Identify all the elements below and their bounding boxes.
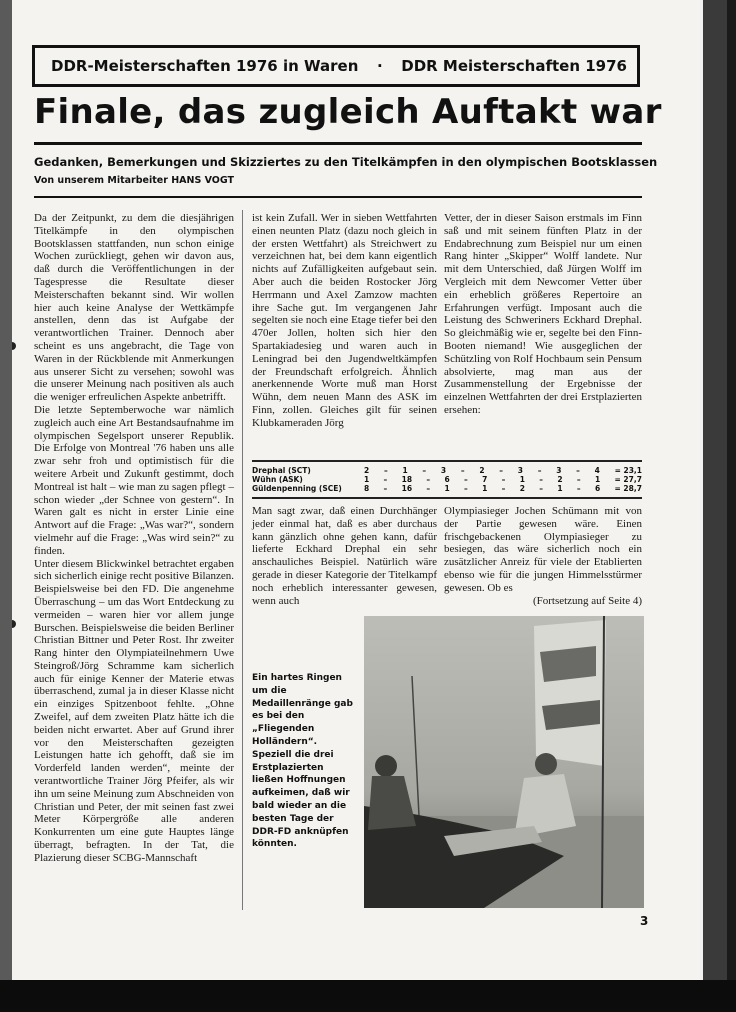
score: 16 (401, 484, 413, 493)
score-sep: – (383, 484, 388, 493)
column-3-lower (444, 505, 642, 607)
column-2 (252, 212, 437, 430)
results-table (252, 466, 642, 493)
paragraph: Olympiasieger Jochen Schümann mit von der Partie gewesen wäre. Einen frischgebackenen Olympiasieger zu besiegen, das wäre sicherlich noch ein zusätzlicher Anreiz für viele der Etablierten ebenso wie für die jungen Himmelsstürmer gewesen. Ob es (444, 505, 642, 594)
title-rule (34, 142, 642, 145)
sailing-photo (364, 616, 644, 908)
article-subtitle: Gedanken, Bemerkungen und Skizziertes zu den Titelkämpfen in den olympischen Bootsklassen (34, 155, 658, 169)
score-sep: – (464, 484, 468, 493)
photo-caption: Ein hartes Ringen um die Medaillenränge gab es bei den „Fliegenden Holländern“. Speziell die drei Erstplazierten ließen Hoffnungen aufkeimen, daß wir bald wieder an die besten Tage der DDR-FD anknüpfen könnten. (252, 673, 353, 850)
column-divider (242, 210, 243, 910)
score: 2 (479, 466, 485, 475)
header-banner (32, 45, 640, 87)
total-score: = 23,1 (614, 466, 642, 475)
score: 4 (594, 466, 600, 475)
score: 3 (517, 466, 523, 475)
scan-background (0, 980, 736, 1012)
continuation-note: (Fortsetzung auf Seite 4) (532, 594, 642, 607)
score: 6 (594, 484, 601, 493)
score: 1 (364, 475, 370, 484)
punch-hole (12, 620, 16, 628)
column-1 (34, 212, 234, 865)
banner-separator: · (376, 57, 383, 75)
score-sep: – (426, 475, 431, 484)
results-row (252, 484, 642, 493)
score: 1 (557, 484, 563, 493)
sailor-name: Güldenpenning (SCE) (252, 484, 342, 493)
score: 3 (556, 466, 562, 475)
score: 1 (482, 484, 488, 493)
score: 1 (519, 475, 525, 484)
paragraph: Da der Zeitpunkt, zu dem die diesjährigen Titelkämpfe in den olympischen Bootsklassen stattfanden, nun schon einige Wochen zurückliegt, gehen wir davon aus, daß durch die Veröffentlichungen in der Tagespresse die Resultate dieser Meisterschaften bekannt sind. Wir wollen hier auch keine Analyse der Wettkämpfe anstellen, denn das ist Aufgabe der verantwortlichen Trainer. Dennoch aber scheint es uns angebracht, die Tage von Waren in der Rückblende mit Anmerkungen aus unserer Sicht zu versehen; sowohl was die unserer Meinung nach positiven als auch die weniger erfreulichen Aspekte anbetrifft. (34, 212, 234, 404)
total-score: = 28,7 (614, 484, 642, 493)
score: 2 (557, 475, 563, 484)
score: 2 (519, 484, 525, 493)
banner-right-text: DDR Meisterschaften 1976 (401, 57, 627, 75)
results-bottom-rule (252, 497, 642, 499)
total-score: = 27,7 (614, 475, 642, 484)
score: 3 (440, 466, 447, 475)
paragraph: Die letzte Septemberwoche war nämlich zugleich auch eine Art Bestandsaufnahme im olympischen Segelsport unserer Republik. Die Erfolge von Montreal '76 haben uns alle zwar sehr froh und optimistisch für die weitere Arbeit und Zukunft gestimmt, doch Montreal ist halt – wie man zu sagen pflegt – schon wieder „der Schnee von gestern“. In Waren galt es nicht in erster Linie eine Antwort auf die Frage: „Was war?“, sondern vielmehr auf die Frage: „Was wird sein?“ zu finden. (34, 403, 234, 557)
page-number: 3 (640, 914, 649, 928)
column-2-lower (252, 505, 437, 607)
score-sep: – (501, 484, 506, 493)
results-row (252, 475, 642, 484)
byline-rule (34, 196, 642, 198)
score: 1 (444, 484, 450, 493)
score-sep: – (383, 466, 388, 475)
page-right-edge (700, 0, 727, 980)
column-3 (444, 212, 642, 417)
score: 8 (364, 484, 370, 493)
photo-image (364, 616, 644, 908)
score: 18 (401, 475, 413, 484)
paragraph: Man sagt zwar, daß einen Durchhänger jeder einmal hat, daß es aber durchaus kann gänzlich ohne gehen kann, dafür lieferte Eckhard Drephal ein sehr anschauliches Beispiel. Natürlich wäre gerade in dieser Kategorie der Titelkampf noch erheblich interessanter gewesen, wenn auch (252, 505, 437, 607)
score: 6 (444, 475, 450, 484)
score-sep: – (501, 475, 506, 484)
sailor-name: Drephal (SCT) (252, 466, 311, 475)
score-sep: – (539, 475, 544, 484)
score-sep: – (499, 466, 504, 475)
score-sep: – (422, 466, 427, 475)
score-sep: – (576, 475, 581, 484)
score-sep: – (426, 484, 431, 493)
article-byline: Von unserem Mitarbeiter HANS VOGT (34, 175, 234, 186)
score-sep: – (576, 466, 580, 475)
punch-hole (12, 342, 16, 350)
score: 1 (594, 475, 601, 484)
score-sep: – (576, 484, 581, 493)
paragraph: ist kein Zufall. Wer in sieben Wettfahrten einen neunten Platz (dazu noch gleich in der ersten Wettfahrt) als Streichwert zu verzeichnen hat, bei dem kann eigentlich nichts auf Zufälligkeiten aufgebaut sein. Aber auch die beiden Rostocker Jörg Herrmann und Axel Zamzow machten ihre Sache gut. Im vergangenen Jahr segelten sie noch eine Etage tiefer bei den 470er Jollen, holten sich hier den Spartakiadesieg und waren auch in Leningrad bei den Jugendweltkämpfen der Freundschaft erfolgreich. Ähnlich anerkennende Worte muß man Horst Wühn, dem neuen Mann des ASK im Finn, zollen. Gleiches gilt für seinen Klubkameraden Jörg (252, 212, 437, 429)
score: 1 (402, 466, 408, 475)
score: 2 (364, 466, 370, 475)
results-row (252, 466, 642, 475)
score-sep: – (460, 466, 465, 475)
score: 7 (482, 475, 488, 484)
paragraph: Unter diesem Blickwinkel betrachtet ergaben sich sicherlich einige recht positive Bilanzen. Beispielsweise bei den FD. Die angenehme Überraschung – um das Wort Entdeckung zu vermeiden – waren hier vor allem junge Burschen. Beispielsweise die beiden Berliner Christian Bittner und Peter Rost. Ihr zweiter Rang hinter den Olympiateilnehmern Uwe Steingroß/Jörg Schramme kam sicherlich auch für einige Kenner der Materie etwas überraschend, zumal ja in dieser Klasse nicht ein einziges Spitzenboot fehlte. „Ohne Zweifel, auf dem zweiten Platz hätte ich die beiden nicht erwartet. Aber auf Grund ihrer vor den Meisterschaften gezeigten Leistungen hatte ich gehofft, daß sie im Vorderfeld landen werden“, meinte der verantwortliche Trainer Jörg Pfeifer, als wir ihn um seine Meinung zum Abschneiden von Christian und Peter, der mit seinen fast zwei Meter Körpergröße alle anderen Konkurrenten um eine gute Hauptes länge überragt, befragten. In der Tat, die Plazierung dieser SCBG-Mannschaft (34, 557, 234, 864)
score-sep: – (537, 466, 542, 475)
article-title: Finale, das zugleich Auftakt war (34, 92, 662, 132)
page-binding-edge (0, 0, 12, 980)
score-sep: – (539, 484, 544, 493)
sailor-name: Wühn (ASK) (252, 475, 303, 484)
score-sep: – (464, 475, 468, 484)
banner-left-text: DDR-Meisterschaften 1976 in Waren (51, 57, 359, 75)
magazine-page (12, 0, 700, 980)
results-top-rule (252, 460, 642, 462)
paragraph: Vetter, der in dieser Saison erstmals im Finn saß und mit seinem fünften Platz in der Endabrechnung zum Beispiel nur um einen Rang hinter „Skipper“ Wolff landete. Nur mit dem Unterschied, daß Jürgen Wolff im Vergleich mit dem Newcomer Vetter über ein erheblich größeres Repertoire an Erfahrungen verfügt. Imposant auch die Leistung des Schweriners Eckhard Drephal. So gleichmäßig wie er, segelte bei den Finn-Booten niemand! Wie ausgeglichen der Schützling von Rolf Hochbaum sein Pensum absolvierte, mag man aus der Zusammenstellung der Ergebnisse der einzelnen Wettfahrten der drei Erstplazierten ersehen: (444, 212, 642, 416)
score-sep: – (383, 475, 388, 484)
